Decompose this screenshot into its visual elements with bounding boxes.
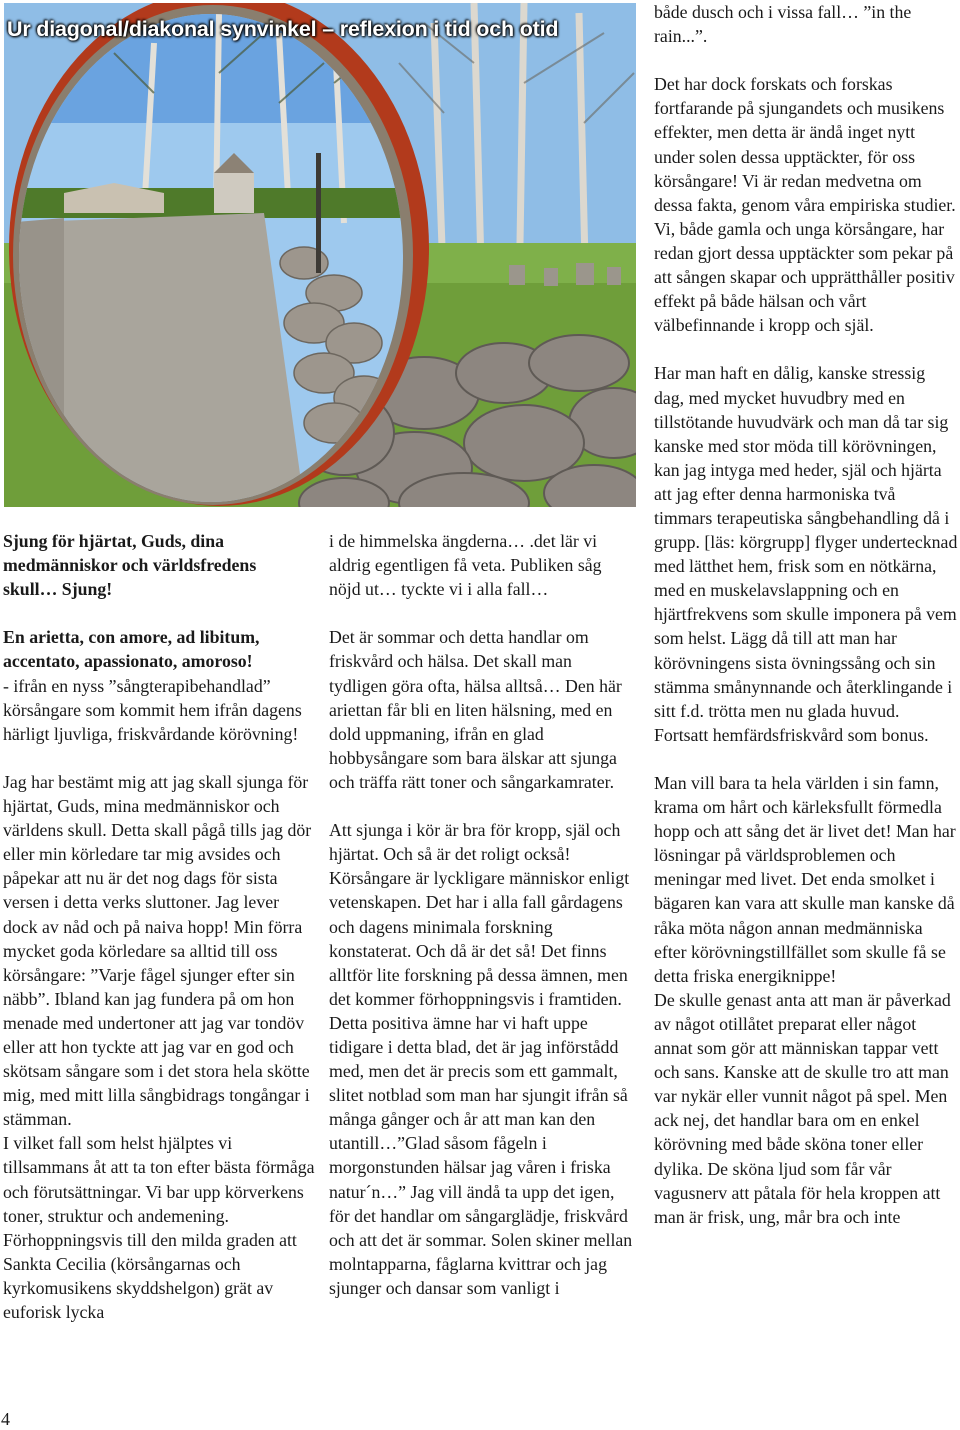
page-number: 4 — [1, 1409, 10, 1429]
paragraph: Man vill bara ta hela världen i sin famn, krama om hårt och kärleksfullt förmedla hopp och att sång det är livet det! Man har lösningar på världsproblemen och meningar med livet. Det enda smolket i bägaren kan vara att skulle man kanske då råka möta någon annan medmänniska efter körövningstillfället som skulle få se detta friska energiknippe! — [654, 773, 956, 986]
paragraph: De skulle genast anta att man är påverkad av något otillåtet preparat eller något annat som gör att människan tappar vett och sans. Kanske att de skulle tro att man var nykär eller vunnit något på spel. Men ack nej, det handlar bara om en enkel körövning med både sköna toner eller dylika. De sköna ljud som får vår vagusnerv att påtala för hela kroppen att man är frisk, ung, mår bra och inte — [654, 989, 951, 1227]
text-column-middle — [329, 529, 633, 1300]
paragraph: både dusch och i vissa fall… ”in the rain...”. — [654, 2, 912, 47]
paragraph: Sjung för hjärtat, Guds, dina medmänniskor och världsfredens skull… Sjung! — [3, 531, 257, 600]
article-title: Ur diagonal/diakonal synvinkel – reflexion i tid och otid — [7, 17, 559, 41]
paragraph: - ifrån en nyss ”sångterapibehandlad” körsångare som kommit hem ifrån dagens härligt ljuvliga, friskvårdande körövning! — [3, 675, 302, 744]
paragraph: Att sjunga i kör är bra för kropp, själ och hjärtat. Och så är det roligt också! Körsångare är lyckligare människor enligt vetenskapen. Det har i alla fall gårdagens och dagens minimala forskning konstaterat. Och då är det så! Det finns alltför lite forskning på dessa ämnen, men det kommer förhoppningsvis i framtiden. Detta positiva ämne har vi haft uppe tidigare i detta blad, det är jag införstådd med, men det är precis som ett gammalt, slitet notblad som man har sjungit ifrån så många gånger och år att man kan den utantill…”Glad såsom fågeln i morgonstunden hälsar jag våren i friska natur´n…” Jag vill ändå ta upp det igen, för det handlar om sångarglädje, friskvård och att det är sommar. Solen skiner mellan molntapparna, fåglarna kvittrar och jag sjunger och dansar som vanligt i — [329, 820, 633, 1298]
paragraph: Det har dock forskats och forskas fortfarande på sjungandets och musikens effekter, men detta är ändå inget nytt under solen dessa upptäckter, för oss körsångare! Vi är redan medvetna om dessa fakta, genom våra empiriska studier. Vi, både gamla och unga körsångare, har redan gjort dessa upptäckter som pekar på att sången skapar och upprätthåller positiv effekt på både hälsan och vårt välbefinnande i kropp och själ. — [654, 74, 956, 336]
mirror-photo — [4, 3, 636, 507]
paragraph: i de himmelska ängderna… .det lär vi aldrig egentligen få veta. Publiken såg nöjd ut… tyckte vi i alla fall… — [329, 531, 602, 600]
paragraph: I vilket fall som helst hjälptes vi tillsammans åt att ta ton efter bästa förmåga och förutsättningar. Vi bar upp körverkens toner, struktur och andemening. Förhoppningsvis till den milda graden att Sankta Cecilia (körsångarnas och kyrkomusikens skyddshelgon) grät av euforisk lycka — [3, 1133, 315, 1322]
text-column-left — [3, 529, 315, 1324]
text-column-right — [654, 0, 958, 1229]
mirror-photo-illustration — [4, 3, 636, 507]
paragraph: En arietta, con amore, ad libitum, accentato, apassionato, amoroso! — [3, 627, 260, 672]
paragraph: Jag har bestämt mig att jag skall sjunga för hjärtat, Guds, mina medmänniskor och världens skull. Detta skall pågå tills jag dör eller min körledare tar mig avsides och påpekar att nu är det nog dags för sista versen i detta verks sluttoner. Jag lever dock av nåd och på naiva hopp! Min förra mycket goda körledare sa alltid till oss körsångare: ”Varje fågel sjunger efter sin näbb”. Ibland kan jag fundera på om hon menade med undertoner att jag var tondöv eller att hon tyckte att jag var en god och skötsam sångare som i det stora hela skötte mig, med mitt lilla sångbidrags tongångar i stämman. — [3, 771, 312, 1130]
paragraph: Har man haft en dålig, kanske stressig dag, med mycket huvudbry med en tillstötande huvudvärk och man då tar sig kanske med stor möda till körövningen, kan jag intyga med heder, själ och hjärta att jag efter denna harmoniska två timmars terapeutiska sångbehandling då i grupp. [läs: körgrupp] flyger undertecknad med lätthet hem, frisk som en nötkärna, med en muskelavslappning och en hjärtfrekvens som skulle imponera på vem som helst. Lägg då till att man har körövningens sista övningssång och sin stämma smånynnande och återklingande i sitt f.d. trötta men nu glada huvud. Fortsatt hemfärdsfriskvård som bonus. — [654, 363, 958, 745]
paragraph: Det är sommar och detta handlar om friskvård och hälsa. Det skall man tydligen göra ofta, hälsa alltså… Den här ariettan får bli en liten hälsning, med en dold uppmaning, ifrån en glad hobbysångare som bara älskar att sjunga och träffa rätt toner och sångarkamrater. — [329, 627, 622, 792]
